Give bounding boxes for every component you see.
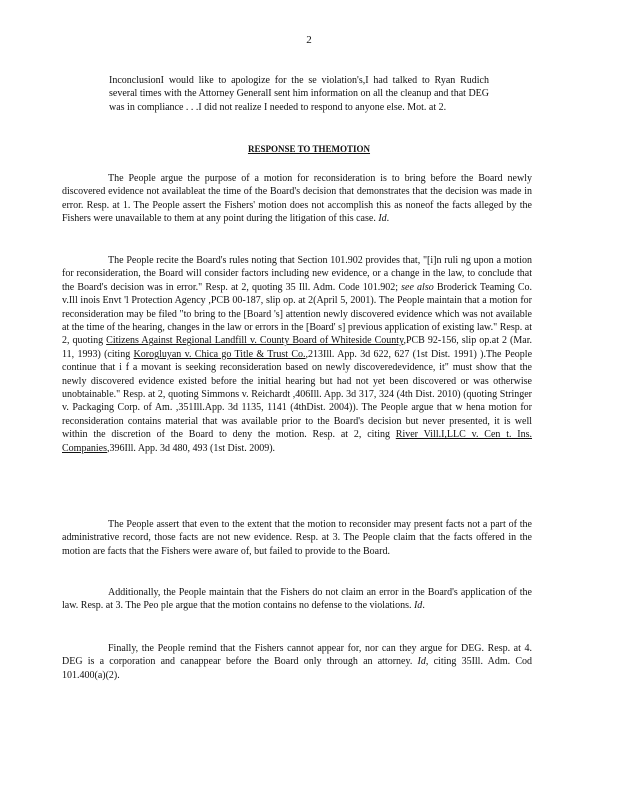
page-number: 2 (306, 34, 312, 46)
id-citation: Id (378, 213, 387, 225)
paragraph-5-text-a: Finally, the People remind that the Fishers cannot appear for, nor can they argue for DEG. Resp. at 4. DEG is a corporation and canappear before the Board only through an attorney. (62, 643, 532, 668)
paragraph-2-text-c: ,PCB 92-156, slip op.at 2 (Mar. 11, 1993) (citing (62, 335, 532, 360)
paragraph-1-text: The People argue the purpose of a motion for reconsideration is to bring before the Board newly discovered evidence not availableat the time of the Board's decision that demonstrates that the decision was made in error. Resp. at 1. The People assert the Fishers' motion does not accomplish this as noneof the facts alleged by the Fishers were unavailable to them at any point during the litigation of this case. (62, 173, 532, 225)
paragraph-2-text-b: Broderick Teaming Co. v.Ill inois Envt 'l Protection Agency ,PCB 00-187, slip op. at 2(April 5, 2001). The People maintain that a motion for reconsideration may be filed "to bring to the [Board 's] attention newly discovered evidence which was not available at the time of the hearing, changes in the law or errors in the [Board' s] previous application of existing law." Resp. at 2, quoting (62, 281, 532, 347)
case-citation-citizens: Citizens Against Regional Landfill v. County Board of Whiteside County (106, 335, 404, 347)
id-citation: Id (413, 600, 423, 612)
paragraph-3: The People assert that even to the extent that the motion to reconsider may present facts not a part of the administrative record, those facts are not new evidence. Resp. at 3. The People claim that the facts offered in the motion are facts that the Fishers were aware of, but failed to provide to the Board. (62, 519, 532, 557)
paragraph-5 (62, 642, 532, 682)
paragraph-5-text-b: , citing 35Ill. Adm. Cod 101.400(a)(2). (62, 656, 532, 681)
paragraph-2-text-d: ,213Ill. App. 3d 622, 627 (1st Dist. 1991) ).The People continue that i f a movant is seeking reconsideration based on newly discoveredevidence, it" must show that the newly discovered evidence existed before the initial hearing but had not yet been discovered or was otherwise unobtainable." Resp. at 2, quoting Simmons v. Reichardt ,406Ill. App. 3d 317, 324 (4th Dist. 2010) (quoting Stringer v. Packaging Corp. of Am. ,351Ill.App. 3d 1135, 1141 (4thDist. 2004)). The People argue that w hena motion for reconsideration contains material that was available prior to the Board's decision but never presented, it is well within the discretion of the Board to deny the motion. Resp. at 2, citing (62, 348, 533, 441)
paragraph-2-text-e: ,396Ill. App. 3d 480, 493 (1st Dist. 2009). (107, 442, 276, 454)
paragraph-4: Additionally, the People maintain that the Fishers do not claim an error in the Board's application of the law. Resp. at 3. The Peo ple argue that the motion contains no defense to the violations. Id. (62, 587, 532, 612)
paragraph-2-text-a: The People recite the Board's rules noting that Section 101.902 provides that, "[i]n ruli ng upon a motion for reconsideration, the Board will consider factors including new evidence, or a change in the law, to conclude that the Board's decision was in error." Resp. at 2, quoting 35 Ill. Adm. Code 101.902; (62, 255, 532, 293)
paragraph-1: The People argue the purpose of a motion for reconsideration is to bring before the Board newly discovered evidence not availableat the time of the Board's decision that demonstrates that the decision was made in error. Resp. at 1. The People assert the Fishers' motion does not accomplish this as noneof the facts alleged by the Fishers were unavailable to them at any point during the litigation of this case. Id. (62, 173, 532, 225)
see-also-signal: see also (401, 281, 434, 293)
paragraph-4-text: Additionally, the People maintain that the Fishers do not claim an error in the Board's application of the law. Resp. at 3. The Peo ple argue that the motion contains no defense to the violations. (62, 587, 532, 612)
id-citation: Id (417, 656, 426, 668)
case-citation-river-vill: River Vill.I,LLC v. Cen t. Ins. Companies (62, 429, 533, 454)
quote-block: InconclusionI would like to apologize for the se violation's,I had talked to Ryan Rudich several times with the Attorney GeneralI sent him information on all the cleanup and that DEG was in compliance . . .I did not realize I needed to respond to anyone else. Mot. at 2. (109, 75, 489, 113)
section-heading: RESPONSE TO THEMOTION (247, 144, 371, 154)
case-citation-korogluyan: Korogluyan v. Chica go Title & Trust Co. (133, 348, 306, 360)
paragraph-2 (62, 254, 532, 455)
